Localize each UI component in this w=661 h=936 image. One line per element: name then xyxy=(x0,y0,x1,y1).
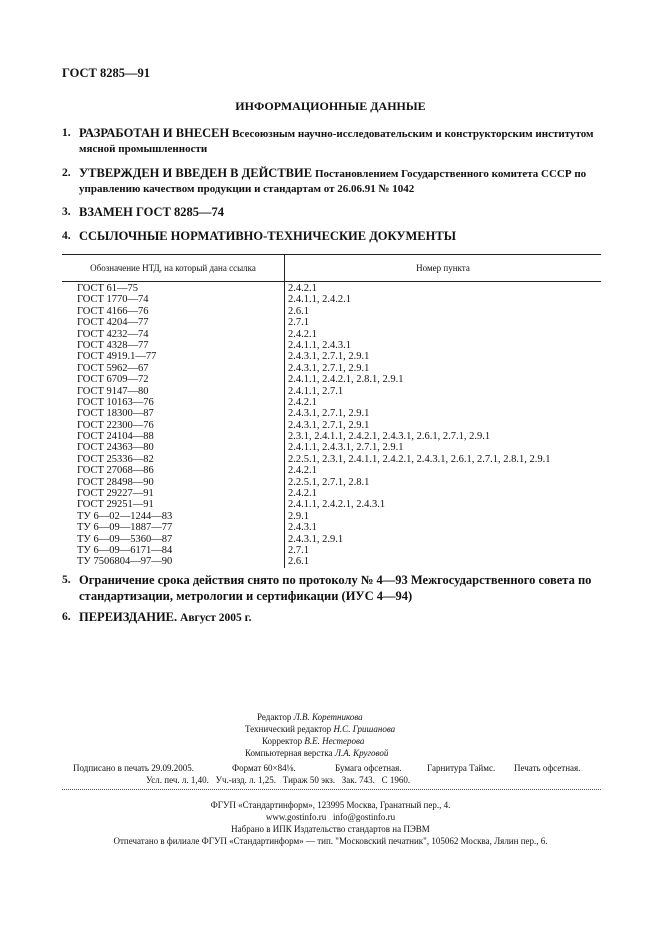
section-2 xyxy=(62,166,602,197)
table-cell-clause: 2.4.1.1, 2.4.2.1, 2.8.1, 2.9.1 xyxy=(288,374,404,386)
imprint-editor xyxy=(257,712,363,722)
table-cell-clause: 2.4.3.1, 2.7.1, 2.9.1 xyxy=(288,419,370,431)
table-cell-document: ГОСТ 24104—88 xyxy=(77,431,154,443)
section-caption: ПЕРЕИЗДАНИЕ. xyxy=(79,610,178,624)
imprint-person: Н.С. Гришанова xyxy=(333,724,396,734)
table-cell-document: ТУ 7506804—97—90 xyxy=(77,556,173,568)
imprint-label: Технический редактор xyxy=(245,724,332,734)
table-cell-clause: 2.4.2.1 xyxy=(288,488,317,500)
section-caption: УТВЕРЖДЕН И ВВЕДЕН В ДЕЙСТВИЕ xyxy=(79,166,313,180)
imprint-print: Печать офсетная. xyxy=(514,763,581,773)
table-cell-clause: 2.4.2.1 xyxy=(288,283,317,294)
table-cell-document: ГОСТ 18300—87 xyxy=(77,408,154,420)
section-caption: ССЫЛОЧНЫЕ НОРМАТИВНО-ТЕХНИЧЕСКИЕ ДОКУМЕНТЫ xyxy=(79,229,456,243)
imprint-person: Л.В. Коретникова xyxy=(293,712,363,722)
printed-line: Отпечатано в филиале ФГУП «Стандартинформ» — тип. "Московский печатник", 105062 Москва, Лялин пер., 6. xyxy=(113,836,548,846)
table-cell-document: ТУ 6—09—5360—87 xyxy=(77,533,173,545)
table-cell-document: ГОСТ 22300—76 xyxy=(77,419,154,431)
table-cell-document: ГОСТ 24363—80 xyxy=(77,442,154,454)
table-cell-document: ГОСТ 29227—91 xyxy=(77,488,154,500)
table-cell-clause: 2.2.5.1, 2.3.1, 2.4.1.1, 2.4.2.1, 2.4.3.1, 2.6.1, 2.7.1, 2.8.1, 2.9.1 xyxy=(288,453,551,465)
imprint-person: Л.А. Круговой xyxy=(334,748,389,758)
imprint-typeface: Гарнитура Таймс. xyxy=(427,763,496,773)
table-cell-document: ГОСТ 25336—82 xyxy=(77,453,154,465)
table-cell-document: ГОСТ 4166—76 xyxy=(77,305,149,317)
imprint-paper: Бумага офсетная. xyxy=(335,763,402,773)
table-cell-clause: 2.4.1.1, 2.4.3.1, 2.7.1, 2.9.1 xyxy=(288,442,404,454)
section-text: Всесоюзным научно-исследовательским и конструкторским институтом мясной промышленности xyxy=(79,128,594,155)
imprint-volume: Усл. печ. л. 1,40. Уч.-изд. л. 1,25. Тираж 50 экз. Зак. 743. С 1960. xyxy=(146,775,411,785)
section-4 xyxy=(62,229,602,245)
table-cell-clause: 2.4.3.1 xyxy=(288,522,317,534)
table-cell-document: ТУ 6—09—1887—77 xyxy=(77,522,173,534)
table-cell-clause: 2.4.3.1, 2.7.1, 2.9.1 xyxy=(288,362,370,374)
table-cell-clause: 2.4.1.1, 2.4.2.1, 2.4.3.1 xyxy=(288,499,386,511)
document-header: ГОСТ 8285—91 xyxy=(62,66,151,80)
table-cell-document: ГОСТ 4204—77 xyxy=(77,317,149,329)
section-number: 6. xyxy=(62,611,71,623)
column-header-document: Обозначение НТД, на который дана ссылка xyxy=(62,255,285,281)
section-number: 3. xyxy=(62,206,71,218)
section-3 xyxy=(62,205,602,221)
section-number: 1. xyxy=(62,127,71,139)
imprint-label: Компьютерная верстка xyxy=(245,748,333,758)
table-cell-clause: 2.6.1 xyxy=(288,305,309,317)
table-cell-document: ГОСТ 5962—67 xyxy=(77,362,149,374)
references-table xyxy=(62,254,601,568)
table-cell-clause: 2.4.2.1 xyxy=(288,396,317,408)
table-cell-document: ГОСТ 4328—77 xyxy=(77,339,149,351)
table-cell-clause: 2.4.3.1, 2.7.1, 2.9.1 xyxy=(288,351,370,363)
table-body xyxy=(62,282,601,568)
table-cell-document: ГОСТ 6709—72 xyxy=(77,374,149,386)
section-text: Постановлением Государственного комитета СССР по управлению качеством продукции и стандартам от 26.06.91 № 1042 xyxy=(79,168,587,195)
publisher-web: www.gostinfo.ru info@gostinfo.ru xyxy=(265,812,396,822)
table-header xyxy=(62,254,601,282)
table-cell-clause: 2.7.1 xyxy=(288,317,309,329)
section-text: Август 2005 г. xyxy=(180,612,252,624)
imprint-label: Редактор xyxy=(257,712,292,722)
section-6 xyxy=(62,610,602,626)
divider xyxy=(62,789,601,790)
column-header-clause: Номер пункта xyxy=(416,263,470,273)
section-caption: РАЗРАБОТАН И ВНЕСЕН xyxy=(79,126,230,140)
table-cell-clause: 2.4.1.1, 2.7.1 xyxy=(288,385,344,397)
table-cell-clause: 2.4.2.1 xyxy=(288,328,317,340)
section-1 xyxy=(62,126,602,157)
table-cell-clause: 2.9.1 xyxy=(288,510,309,522)
section-number: 2. xyxy=(62,167,71,179)
table-cell-document: ГОСТ 9147—80 xyxy=(77,385,149,397)
table-cell-clause: 2.4.2.1 xyxy=(288,465,317,477)
publisher-line: ФГУП «Стандартинформ», 123995 Москва, Гранатный пер., 4. xyxy=(210,800,451,810)
table-cell-document: ТУ 6—02—1244—83 xyxy=(77,510,173,522)
page-title: ИНФОРМАЦИОННЫЕ ДАННЫЕ xyxy=(235,99,426,113)
table-cell-document: ГОСТ 4232—74 xyxy=(77,328,149,340)
table-cell-document: ГОСТ 28498—90 xyxy=(77,476,154,488)
section-number: 4. xyxy=(62,230,71,242)
table-cell-document: ГОСТ 10163—76 xyxy=(77,396,154,408)
section-text: Ограничение срока действия снято по протоколу № 4—93 Межгосударственного совета по стандартизации, метрологии и сертификации (ИУС 4—94) xyxy=(79,573,592,603)
imprint-format: Формат 60×84⅛. xyxy=(232,763,296,773)
table-cell-clause: 2.4.1.1, 2.4.3.1 xyxy=(288,339,351,351)
section-caption: ВЗАМЕН ГОСТ 8285—74 xyxy=(79,205,224,219)
imprint-corrector xyxy=(262,736,364,746)
table-cell-clause: 2.3.1, 2.4.1.1, 2.4.2.1, 2.4.3.1, 2.6.1, 2.7.1, 2.9.1 xyxy=(288,431,491,443)
imprint-label: Корректор xyxy=(262,736,303,746)
table-cell-clause: 2.7.1 xyxy=(288,544,309,556)
table-cell-document: ГОСТ 27068—86 xyxy=(77,465,154,477)
table-cell-document: ГОСТ 29251—91 xyxy=(77,499,154,511)
section-5 xyxy=(62,573,602,605)
table-cell-document: ГОСТ 4919.1—77 xyxy=(77,351,157,363)
table-cell-document: ГОСТ 1770—74 xyxy=(77,294,149,306)
table-cell-document: ТУ 6—09—6171—84 xyxy=(77,544,173,556)
imprint-tech-editor xyxy=(245,724,395,734)
typeset-line: Набрано в ИПК Издательство стандартов на ПЭВМ xyxy=(231,824,430,834)
table-cell-clause: 2.2.5.1, 2.7.1, 2.8.1 xyxy=(288,476,370,488)
table-cell-clause: 2.6.1 xyxy=(288,556,309,568)
table-cell-clause: 2.4.1.1, 2.4.2.1 xyxy=(288,294,351,306)
table-cell-clause: 2.4.3.1, 2.7.1, 2.9.1 xyxy=(288,408,370,420)
table-cell-clause: 2.4.3.1, 2.9.1 xyxy=(288,533,344,545)
table-cell-document: ГОСТ 61—75 xyxy=(77,283,139,294)
imprint-signed: Подписано в печать 29.09.2005. xyxy=(73,763,195,773)
clause-column xyxy=(285,282,601,568)
imprint-layout xyxy=(245,748,388,758)
document-column xyxy=(62,282,285,568)
imprint-person: В.Е. Нестерова xyxy=(304,736,365,746)
section-number: 5. xyxy=(62,574,71,586)
